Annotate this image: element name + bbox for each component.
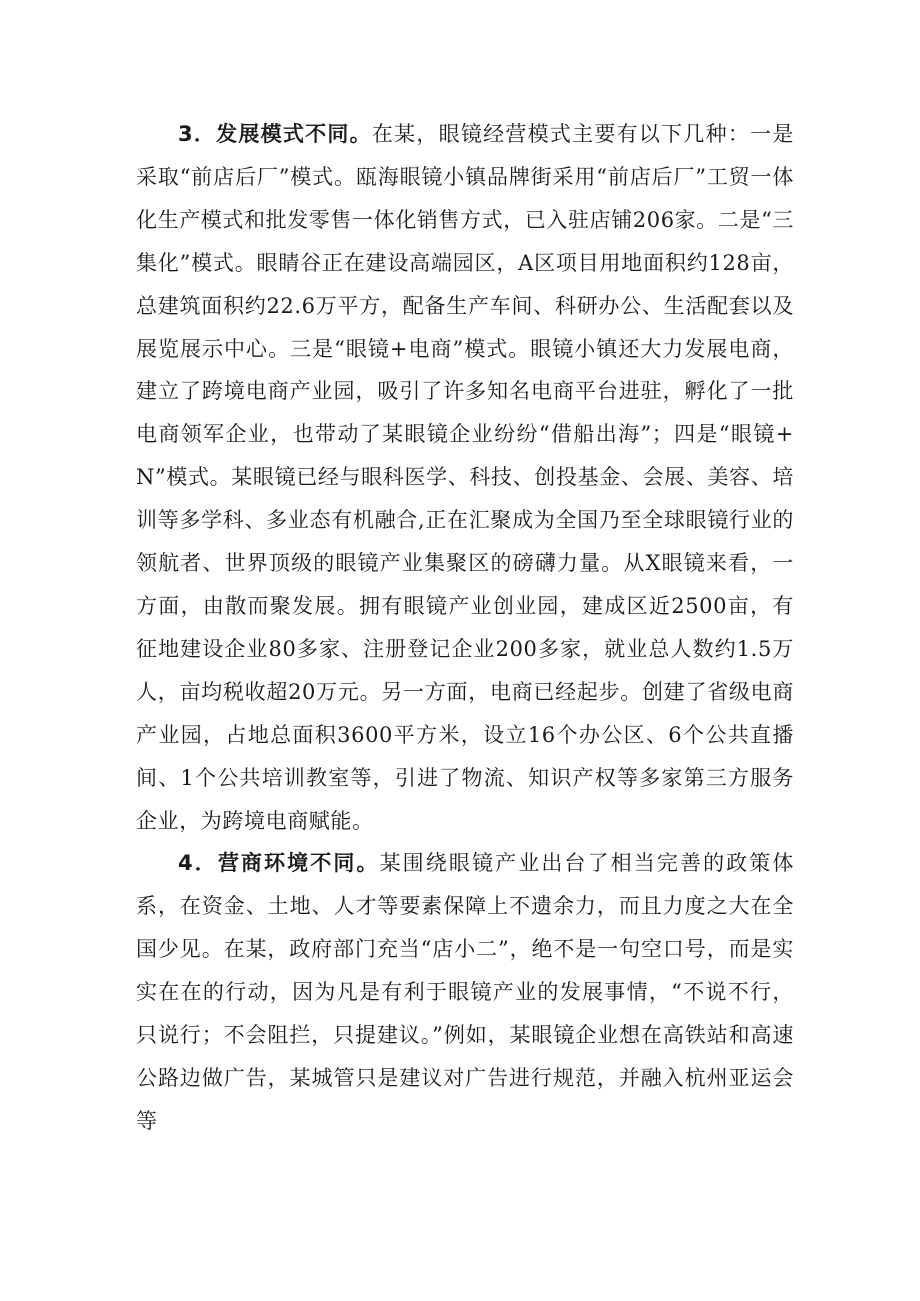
section-heading-3: 3．发展模式不同。: [178, 122, 372, 146]
section-heading-4: 4．营商环境不同。: [178, 851, 380, 876]
paragraph-text: 某围绕眼镜产业出台了相当完善的政策体系，在资金、土地、人才等要素保障上不遗余力，而且力度之大在全国少见。在某，政府部门充当“店小二”，绝不是一句空口号，而是实实在在的行动，因为凡是有利于眼镜产业的发展事情，“不说不行，只说行；不会阻拦，只提建议。”例如，某眼镜企业想在高铁站和高速公路边做广告，某城管只是建议对广告进行规范，并融入杭州亚运会等: [136, 851, 794, 1133]
document-body: [136, 113, 794, 1143]
paragraph-business-environment: [136, 842, 794, 1142]
paragraph-text: 在某，眼镜经营模式主要有以下几种：一是采取“前店后厂”模式。瓯海眼镜小镇品牌街采用“前店后厂”工贸一体化生产模式和批发零售一体化销售方式，已入驻店铺206家。二是“三集化”模式。眼睛谷正在建设高端园区，A区项目用地面积约128亩，总建筑面积约22.6万平方，配备生产车间、科研办公、生活配套以及展览展示中心。三是“眼镜+电商”模式。眼镜小镇还大力发展电商，建立了跨境电商产业园，吸引了许多知名电商平台进驻，孵化了一批电商领军企业，也带动了某眼镜企业纷纷“借船出海”；四是“眼镜+N”模式。某眼镜已经与眼科医学、科技、创投基金、会展、美容、培训等多学科、多业态有机融合,正在汇聚成为全国乃至全球眼镜行业的领航者、世界顶级的眼镜产业集聚区的磅礴力量。从X眼镜来看，一方面，由散而聚发展。拥有眼镜产业创业园，建成区近2500亩，有征地建设企业80多家、注册登记企业200多家，就业总人数约1.5万人，亩均税收超20万元。另一方面，电商已经起步。创建了省级电商产业园，占地总面积3600平方米，设立16个办公区、6个公共直播间、1个公共培训教室等，引进了物流、知识产权等多家第三方服务企业，为跨境电商赋能。: [136, 122, 795, 833]
paragraph-development-models: [136, 113, 794, 842]
